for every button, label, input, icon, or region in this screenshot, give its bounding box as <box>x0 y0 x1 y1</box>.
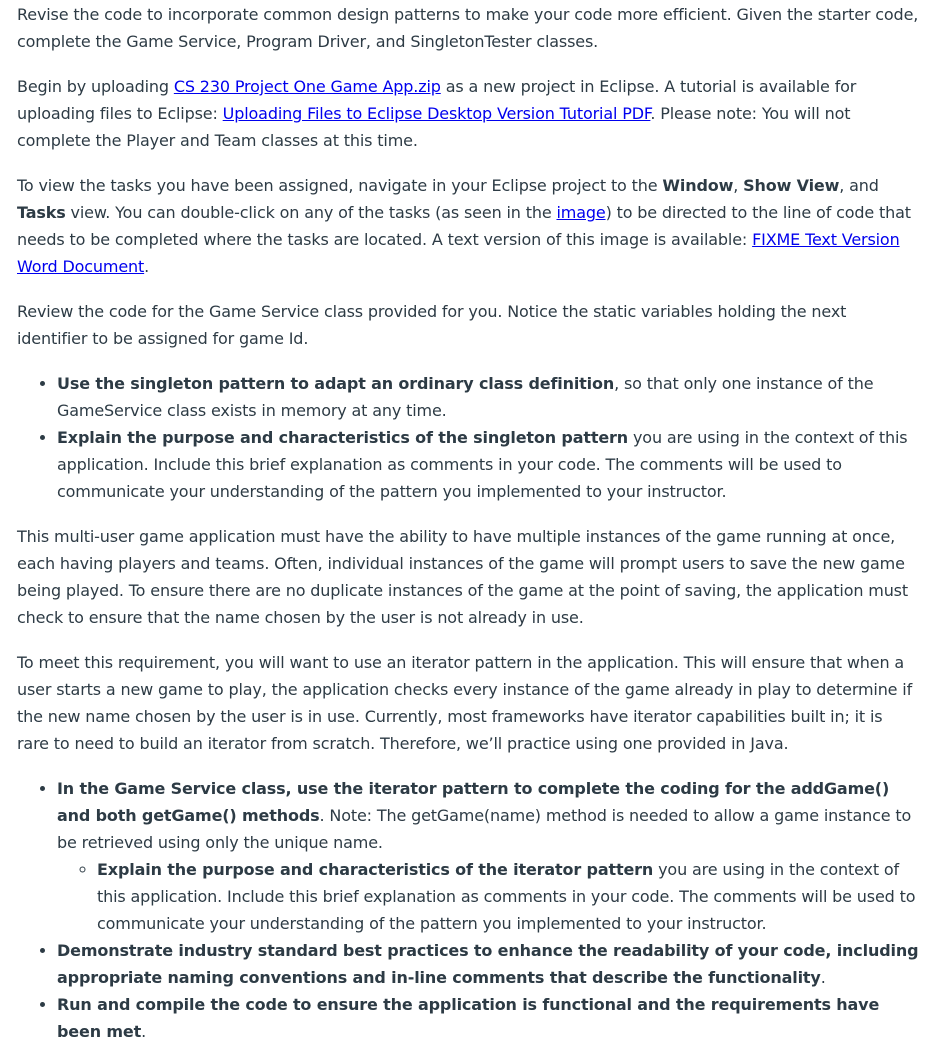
eclipse-tutorial-link[interactable]: Uploading Files to Eclipse Desktop Version Tutorial PDF <box>222 104 651 123</box>
upload-text-3: . Please note: You will not complete the Player and Team classes at this time. <box>17 104 851 150</box>
project-zip-link[interactable]: CS 230 Project One Game App.zip <box>173 77 441 96</box>
run-compile-text: . <box>141 1022 147 1041</box>
show-view-label: Show View <box>743 176 840 195</box>
list-item <box>57 370 919 424</box>
intro-paragraph <box>17 1 919 55</box>
list-item <box>57 937 919 991</box>
multi-user-text: This multi-user game application must have the ability to have multiple instances of the game running at once, each having players and teams. Often, individual instances of the game will prompt users to save the new game being played. To ensure there are no duplicate instances of the game at the point of saving, the application must check to ensure that the name chosen by the user is not already in use. <box>17 527 908 627</box>
upload-text-1: Begin by uploading <box>17 77 174 96</box>
list-item <box>57 991 919 1045</box>
best-practices-bold: Demonstrate industry standard best practices to enhance the readability of your code, including appropriate naming conventions and in-line comments that describe the functionality <box>57 941 919 987</box>
run-compile-bold: Run and compile the code to ensure the application is functional and the requirements have been met <box>57 995 880 1041</box>
review-paragraph <box>17 298 919 352</box>
tasks-text-5: ) to be directed to the line of code that needs to be completed where the tasks are located. A text version of this image is available: <box>17 203 911 249</box>
tasks-view-label: Tasks <box>17 203 66 222</box>
tasks-text-1: To view the tasks you have been assigned, navigate in your Eclipse project to the <box>17 176 663 195</box>
singleton-explain-text: you are using in the context of this application. Include this brief explanation as comments in your code. The comments will be used to communicate your understanding of the pattern you implemented to your instructor. <box>57 428 908 501</box>
list-item <box>57 424 919 505</box>
tasks-text-3: , and <box>839 176 879 195</box>
iterator-explain-text: you are using in the context of this application. Include this brief explanation as comments in your code. The comments will be used to communicate your understanding of the pattern you implemented to your instructor. <box>97 860 916 933</box>
iterator-sub-list <box>57 856 919 937</box>
iterator-requirement-bold: In the Game Service class, use the iterator pattern to complete the coding for the addGame() and both getGame() methods <box>57 779 890 825</box>
iterator-text: To meet this requirement, you will want to use an iterator pattern in the application. This will ensure that when a user starts a new game to play, the application checks every instance of the game already in play to determine if the new name chosen by the user is in use. Currently, most frameworks have iterator capabilities built in; it is rare to need to build an iterator from scratch. Therefore, we’ll practice using one provided in Java. <box>17 653 913 753</box>
iterator-paragraph <box>17 649 919 757</box>
singleton-requirement-bold: Use the singleton pattern to adapt an ordinary class definition <box>57 374 615 393</box>
upload-paragraph <box>17 73 919 154</box>
intro-text: Revise the code to incorporate common design patterns to make your code more efficient. Given the starter code, complete the Game Service, Program Driver, and SingletonTester classes. <box>17 5 919 51</box>
tasks-text-2: , <box>733 176 744 195</box>
best-practices-text: . <box>820 968 826 987</box>
tasks-text-6: . <box>144 257 150 276</box>
list-item <box>57 775 919 937</box>
singleton-requirement-text: , so that only one instance of the GameService class exists in memory at any time. <box>57 374 874 420</box>
singleton-requirements-list <box>17 370 919 505</box>
review-text: Review the code for the Game Service class provided for you. Notice the static variables holding the next identifier to be assigned for game Id. <box>17 302 847 348</box>
singleton-explain-bold: Explain the purpose and characteristics of the singleton pattern <box>57 428 629 447</box>
iterator-explain-bold: Explain the purpose and characteristics of the iterator pattern <box>97 860 654 879</box>
multi-user-paragraph <box>17 523 919 631</box>
iterator-requirements-list <box>17 775 919 1045</box>
window-menu-label: Window <box>662 176 734 195</box>
tasks-text-4: view. You can double-click on any of the tasks (as seen in the <box>65 203 557 222</box>
tasks-paragraph <box>17 172 919 280</box>
upload-text-2: as a new project in Eclipse. A tutorial is available for uploading files to Eclipse: <box>17 77 857 123</box>
list-item <box>97 856 919 937</box>
iterator-requirement-text: . Note: The getGame(name) method is needed to allow a game instance to be retrieved using only the unique name. <box>57 806 912 852</box>
image-link[interactable]: image <box>556 203 606 222</box>
fixme-document-link[interactable]: FIXME Text Version Word Document <box>17 230 900 276</box>
